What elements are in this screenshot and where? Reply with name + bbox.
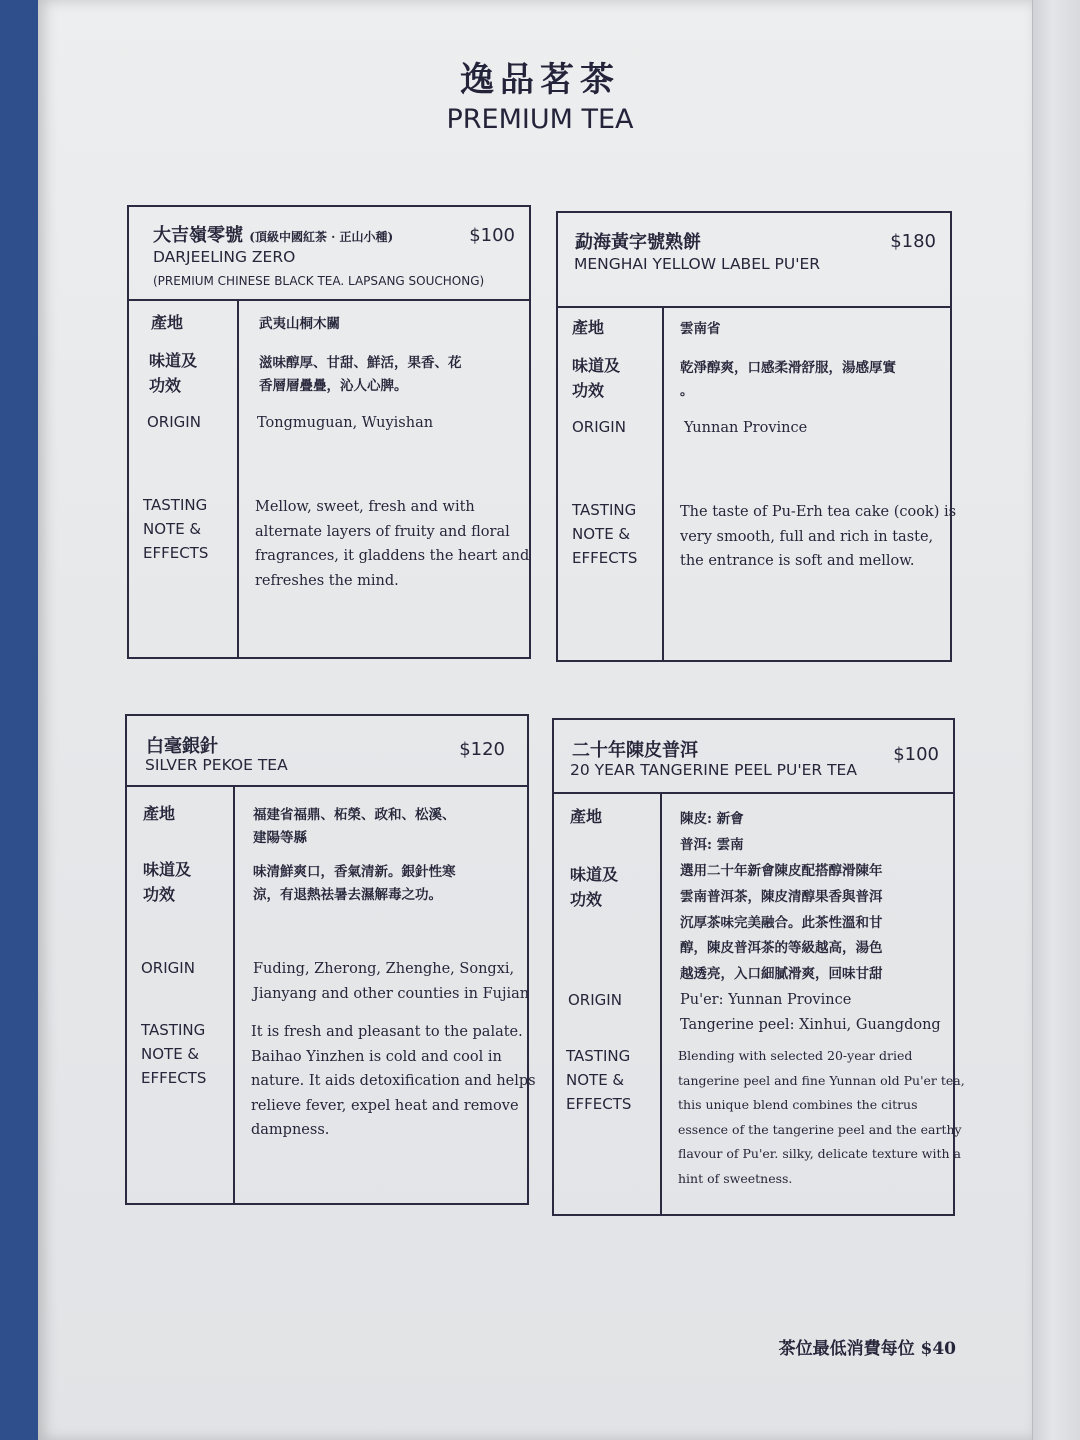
next-page-edge (1032, 0, 1080, 1440)
label-taste-zh: 味道及 功效 (149, 351, 198, 395)
tea-name-zh: 勐海黃字號熟餅 (575, 232, 701, 253)
page-title-en: PREMIUM TEA (446, 104, 634, 135)
origin-en: Tongmuguan, Wuyishan (257, 415, 434, 431)
taste-en: Blending with selected 20-year dried tangerine peel and fine Yunnan old Pu'er tea, this unique blend combines the citrus essence of the tangerine peel and the earthy flavour of Pu'er. silky, delicate texture with a hint of sweetness. (678, 1048, 965, 1186)
label-origin-zh: 產地 (143, 804, 176, 823)
card-header (558, 213, 950, 308)
label-origin-zh: 產地 (572, 318, 605, 337)
label-taste-en: TASTING NOTE & EFFECTS (143, 496, 209, 562)
taste-zh: 乾淨醇爽，口感柔滑舒服，湯感厚實 。 (680, 360, 896, 399)
column-divider (662, 308, 664, 660)
origin-zh: 武夷山桐木關 (259, 316, 340, 332)
label-origin-en: ORIGIN (572, 418, 626, 436)
tea-card-menghai-yellow-label (556, 211, 957, 662)
page-title-zh: 逸品茗茶 (460, 60, 620, 100)
label-taste-en: TASTING NOTE & EFFECTS (572, 501, 638, 567)
label-origin-zh: 產地 (570, 807, 603, 826)
origin-zh: 雲南省 (680, 321, 721, 337)
tea-name-en: DARJEELING ZERO (153, 248, 296, 266)
tea-name-zh-sub: (頂級中國紅茶 · 正山小種) (249, 230, 394, 244)
card-header (554, 720, 953, 794)
tea-name-zh: 白毫銀針 (146, 736, 218, 757)
taste-zh: 選用二十年新會陳皮配搭醇滑陳年 雲南普洱茶，陳皮清醇果香與普洱 沉厚茶味完美融合。此茶性溫和甘 醇，陳皮普洱茶的等級越高，湯色 越透亮，入口細膩滑爽，回味甘甜 (680, 863, 883, 983)
label-taste-en: TASTING NOTE & EFFECTS (141, 1021, 207, 1087)
tea-price: $120 (459, 739, 505, 760)
tea-card-silver-pekoe (125, 714, 536, 1205)
tea-card-darjeeling-zero (127, 205, 531, 659)
tea-price: $100 (469, 225, 515, 246)
tea-name-en-sub: (PREMIUM CHINESE BLACK TEA. LAPSANG SOUCHONG) (153, 274, 485, 288)
card-header (127, 716, 527, 787)
tea-price: $100 (893, 744, 939, 765)
column-divider (237, 301, 239, 657)
taste-en: Mellow, sweet, fresh and with alternate layers of fruity and floral fragrances, it gladdens the heart and refreshes the mind. (255, 499, 530, 589)
label-taste-zh: 味道及 功效 (570, 865, 619, 909)
column-divider (660, 794, 662, 1214)
tea-card-tangerine-peel-puer (552, 718, 965, 1216)
label-taste-en: TASTING NOTE & EFFECTS (566, 1047, 632, 1113)
taste-zh: 滋味醇厚、甘甜、鮮活，果香、花 香層層疊疊，沁人心脾。 (259, 355, 462, 394)
column-divider (233, 787, 235, 1203)
taste-zh: 味清鮮爽口，香氣清新。銀針性寒 涼，有退熱祛暑去濕解毒之功。 (253, 864, 456, 903)
tea-name-en: SILVER PEKOE TEA (145, 756, 288, 774)
origin-zh: 陳皮: 新會 普洱: 雲南 (680, 811, 744, 853)
card-header (129, 207, 529, 301)
label-origin-en: ORIGIN (147, 413, 201, 431)
tea-name-zh: 二十年陳皮普洱 (572, 740, 698, 761)
origin-en: Yunnan Province (684, 420, 808, 436)
taste-en: It is fresh and pleasant to the palate. Baihao Yinzhen is cold and cool in nature. It aids detoxification and helps relieve fever, expel heat and remove dampness. (251, 1024, 536, 1138)
tea-price: $180 (890, 231, 936, 252)
label-taste-zh: 味道及 功效 (143, 860, 192, 904)
origin-zh: 福建省福鼎、柘榮、政和、松溪、 建陽等縣 (253, 807, 456, 846)
label-origin-zh: 產地 (151, 313, 184, 332)
tea-name-en: MENGHAI YELLOW LABEL PU'ER (574, 255, 821, 273)
minimum-charge-note: 茶位最低消費每位 $40 (778, 1339, 956, 1359)
origin-en: Fuding, Zherong, Zhenghe, Songxi, Jianyang and other counties in Fujian (253, 961, 530, 1002)
label-origin-en: ORIGIN (568, 991, 622, 1009)
tea-name-en: 20 YEAR TANGERINE PEEL PU'ER TEA (570, 761, 857, 779)
origin-en: Pu'er: Yunnan Province Tangerine peel: Xinhui, Guangdong (680, 992, 941, 1033)
label-taste-zh: 味道及 功效 (572, 356, 621, 400)
tea-name-zh: 大吉嶺零號 (頂級中國紅茶 · 正山小種) (153, 225, 394, 246)
label-origin-en: ORIGIN (141, 959, 195, 977)
taste-en: The taste of Pu-Erh tea cake (cook) is very smooth, full and rich in taste, the entrance is soft and mellow. (680, 504, 957, 569)
